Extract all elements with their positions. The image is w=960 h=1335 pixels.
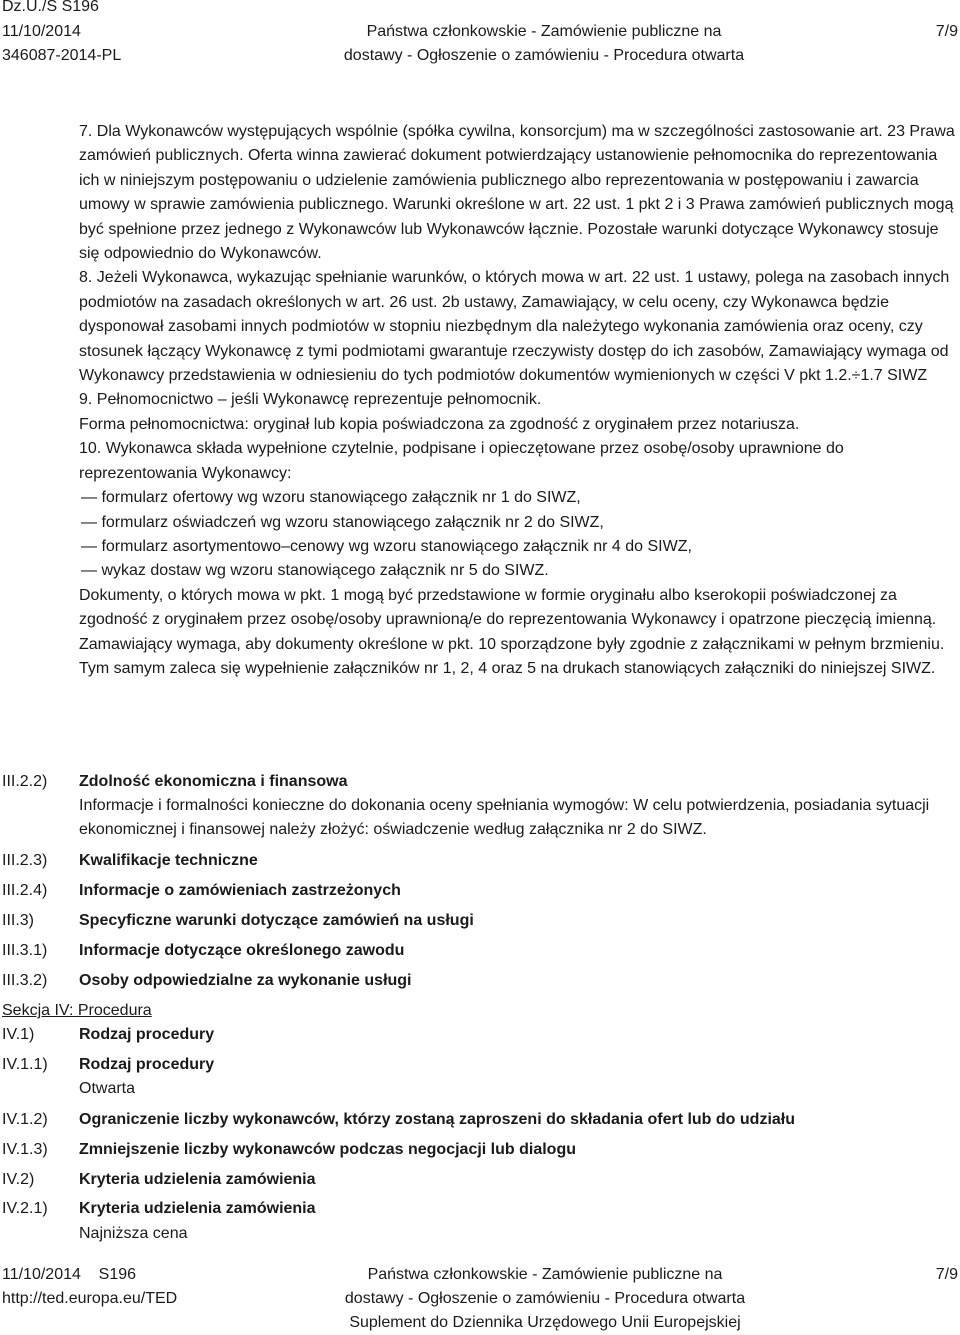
section-title-procedure-type-detail: Rodzaj procedury bbox=[79, 1056, 215, 1073]
footer-title-line1: Państwa członkowskie - Zamówienie publiczne na bbox=[367, 1266, 723, 1283]
list-item: — formularz ofertowy wg wzoru stanowiącego załącznik nr 1 do SIWZ, bbox=[81, 489, 581, 507]
section-text-economic-capacity: Informacje i formalności konieczne do dokonania oceny spełniania wymogów: W celu potwierdzenia, posiadania sytuacji ekonomicznej i finansowej należy złożyć: oświadczenie według załącznika nr 2 do SIWZ. bbox=[79, 797, 930, 838]
section-title-profession: Informacje dotyczące określonego zawodu bbox=[79, 942, 405, 959]
list-item: — formularz asortymentowo–cenowy wg wzoru stanowiącego załącznik nr 4 do SIWZ, bbox=[81, 537, 692, 555]
section-label: IV.1.1) bbox=[2, 1056, 48, 1073]
section-title-limit-operators: Ograniczenie liczby wykonawców, którzy zostaną zaproszeni do składania ofert lub do udziału bbox=[79, 1111, 795, 1128]
header-title-line2: dostawy - Ogłoszenie o zamówieniu - Procedura otwarta bbox=[343, 47, 745, 64]
header-journal-ref: Dz.U./S S196 bbox=[2, 0, 99, 15]
footer-title-line2: dostawy - Ogłoszenie o zamówieniu - Procedura otwarta bbox=[344, 1290, 746, 1307]
header-page-number: 7/9 bbox=[935, 23, 958, 40]
footer-date-issue: 11/10/2014 S196 bbox=[2, 1266, 137, 1283]
paragraph-9: 9. Pełnomocnictwo – jeśli Wykonawcę reprezentuje pełnomocnik. bbox=[79, 391, 542, 409]
paragraph-9-form: Forma pełnomocnictwa: oryginał lub kopia poświadczona za zgodność z oryginałem przez notariusza. bbox=[79, 415, 800, 433]
section-label: III.2.3) bbox=[2, 852, 48, 869]
paragraph-8: 8. Jeżeli Wykonawca, wykazując spełnianie warunków, o których mowa w art. 22 ust. 1 ustawy, polega na zasobach innych podmiotów na zasadach określonych w art. 26 ust. 2b ustawy, Zamawiający, w celu oceny, czy Wykonawca będzie dysponował zasobami innych podmiotów w stopniu niezbędnym dla należytego wykonania zamówienia oraz oceny, czy stosunek łączący Wykonawcę z tymi podmiotami gwarantuje rzeczywisty dostęp do ich zasobów, Zamawiający wymaga od Wykonawcy przedstawienia w odniesieniu do tych podmiotów dokumentów wymienionych w części V pkt 1.2.÷1.7 SIWZ bbox=[79, 269, 950, 385]
list-item: — formularz oświadczeń wg wzoru stanowiącego załącznik nr 2 do SIWZ, bbox=[81, 513, 604, 531]
section-value-award-criteria: Najniższa cena bbox=[79, 1225, 188, 1242]
section-title-staff-responsible: Osoby odpowiedzialne za wykonanie usługi bbox=[79, 972, 412, 989]
paragraph-documents: Dokumenty, o których mowa w pkt. 1 mogą być przedstawione w formie oryginału albo kserokopii poświadczonej za zgodność z oryginałem przez osobę/osoby uprawnioną/e do reprezentowania Wykonawcy i opatrzone pieczęcią imienną. bbox=[79, 586, 937, 629]
section-heading-procedure: Sekcja IV: Procedura bbox=[2, 1002, 152, 1019]
header-title-line1: Państwa członkowskie - Zamówienie publiczne na bbox=[366, 23, 722, 40]
footer-supplement: Suplement do Dziennika Urzędowego Unii Europejskiej bbox=[349, 1314, 741, 1331]
footer-ted-link[interactable]: http://ted.europa.eu/TED bbox=[2, 1290, 178, 1307]
list-item: — wykaz dostaw wg wzoru stanowiącego załącznik nr 5 do SIWZ. bbox=[81, 562, 549, 580]
footer-page-number: 7/9 bbox=[935, 1266, 958, 1283]
paragraph-10: 10. Wykonawca składa wypełnione czytelnie, podpisane i opieczętowane przez osobę/osoby uprawnione do reprezentowania Wykonawcy: bbox=[79, 440, 844, 482]
section-title-technical-qualifications: Kwalifikacje techniczne bbox=[79, 852, 258, 869]
section-label: IV.1.3) bbox=[2, 1141, 48, 1158]
section-label: III.3.2) bbox=[2, 972, 48, 989]
section-title-reserved-contracts: Informacje o zamówieniach zastrzeżonych bbox=[79, 882, 401, 899]
section-label: III.3) bbox=[2, 912, 35, 929]
section-title-reduce-operators: Zmniejszenie liczby wykonawców podczas negocjacji lub dialogu bbox=[79, 1141, 576, 1158]
paragraph-7: 7. Dla Wykonawców występujących wspólnie (spółka cywilna, konsorcjum) ma w szczególności zastosowanie art. 23 Prawa zamówień publicznych. Oferta winna zawierać dokument potwierdzający ustanowienie pełnomocnika do reprezentowania ich w niniejszym postępowaniu o udzielenie zamówienia publicznego albo reprezentowania w postępowaniu i zawarcia umowy w sprawie zamówienia publicznego. Warunki określone w art. 22 ust. 1 pkt 2 i 3 Prawa zamówień publicznych mogą być spełnione przez jednego z Wykonawców lub Wykonawców łącznie. Pozostałe warunki dotyczące Wykonawcy stosuje się odpowiednio do Wykonawców. bbox=[79, 123, 955, 263]
section-title-procedure-type: Rodzaj procedury bbox=[79, 1026, 215, 1043]
paragraph-requirements: Zamawiający wymaga, aby dokumenty określone w pkt. 10 sporządzone były zgodnie z załącznikami w pełnym brzmieniu. Tym samym zaleca się wypełnienie załączników nr 1, 2, 4 oraz 5 na drukach stanowiących załączniki do niniejszej SIWZ. bbox=[79, 635, 945, 677]
section-label: III.2.2) bbox=[2, 773, 48, 790]
section-value-procedure-type: Otwarta bbox=[79, 1080, 136, 1097]
section-label: III.2.4) bbox=[2, 882, 48, 899]
section-title-economic-capacity: Zdolność ekonomiczna i finansowa bbox=[79, 773, 348, 790]
section-label: IV.1.2) bbox=[2, 1111, 48, 1128]
section-title-service-conditions: Specyficzne warunki dotyczące zamówień na usługi bbox=[79, 912, 474, 929]
header-date: 11/10/2014 bbox=[2, 23, 81, 40]
section-label: III.3.1) bbox=[2, 942, 48, 959]
section-label: IV.2.1) bbox=[2, 1200, 48, 1217]
section-title-award-criteria: Kryteria udzielenia zamówienia bbox=[79, 1171, 316, 1188]
section-label: IV.2) bbox=[2, 1171, 35, 1188]
section-title-award-criteria-detail: Kryteria udzielenia zamówienia bbox=[79, 1200, 316, 1217]
body-text bbox=[79, 120, 959, 681]
header-doc-number: 346087-2014-PL bbox=[2, 47, 122, 64]
section-label: IV.1) bbox=[2, 1026, 35, 1043]
